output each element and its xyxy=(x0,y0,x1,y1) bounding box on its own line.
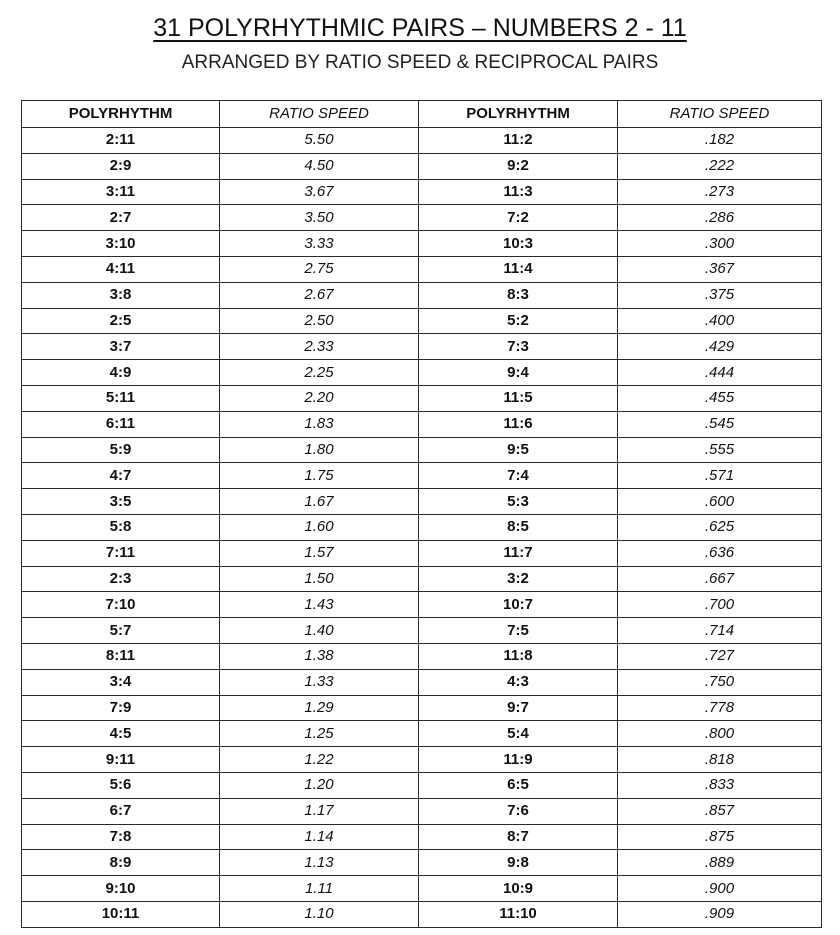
reciprocal-ratio-speed-cell: .444 xyxy=(618,360,822,386)
table-row xyxy=(22,256,822,282)
polyrhythm-cell: 2:5 xyxy=(22,308,220,334)
reciprocal-ratio-speed-cell: .875 xyxy=(618,824,822,850)
reciprocal-polyrhythm-cell: 9:2 xyxy=(419,153,618,179)
polyrhythm-cell: 8:11 xyxy=(22,643,220,669)
reciprocal-ratio-speed-cell: .909 xyxy=(618,901,822,927)
polyrhythm-cell: 4:9 xyxy=(22,360,220,386)
polyrhythm-cell: 5:8 xyxy=(22,514,220,540)
polyrhythm-cell: 4:11 xyxy=(22,256,220,282)
polyrhythm-cell: 5:11 xyxy=(22,385,220,411)
reciprocal-polyrhythm-cell: 7:2 xyxy=(419,205,618,231)
reciprocal-polyrhythm-cell: 11:4 xyxy=(419,256,618,282)
reciprocal-polyrhythm-cell: 9:4 xyxy=(419,360,618,386)
reciprocal-ratio-speed-cell: .273 xyxy=(618,179,822,205)
reciprocal-ratio-speed-cell: .455 xyxy=(618,385,822,411)
reciprocal-polyrhythm-cell: 8:7 xyxy=(419,824,618,850)
table-row xyxy=(22,179,822,205)
polyrhythm-cell: 9:10 xyxy=(22,876,220,902)
table-row xyxy=(22,308,822,334)
table-row xyxy=(22,747,822,773)
table-row xyxy=(22,514,822,540)
table-row xyxy=(22,901,822,927)
reciprocal-ratio-speed-cell: .750 xyxy=(618,669,822,695)
table-row xyxy=(22,489,822,515)
ratio-speed-cell: 3.67 xyxy=(220,179,419,205)
table-row xyxy=(22,824,822,850)
reciprocal-ratio-speed-cell: .300 xyxy=(618,231,822,257)
reciprocal-polyrhythm-cell: 7:5 xyxy=(419,618,618,644)
reciprocal-polyrhythm-cell: 5:2 xyxy=(419,308,618,334)
ratio-speed-cell: 2.67 xyxy=(220,282,419,308)
table-row xyxy=(22,463,822,489)
reciprocal-ratio-speed-cell: .375 xyxy=(618,282,822,308)
polyrhythm-cell: 2:11 xyxy=(22,128,220,154)
ratio-speed-cell: 5.50 xyxy=(220,128,419,154)
reciprocal-polyrhythm-cell: 6:5 xyxy=(419,772,618,798)
table-row xyxy=(22,876,822,902)
polyrhythm-cell: 7:9 xyxy=(22,695,220,721)
table-row xyxy=(22,669,822,695)
reciprocal-polyrhythm-cell: 11:8 xyxy=(419,643,618,669)
reciprocal-ratio-speed-cell: .857 xyxy=(618,798,822,824)
ratio-speed-cell: 1.43 xyxy=(220,592,419,618)
ratio-speed-cell: 2.50 xyxy=(220,308,419,334)
polyrhythm-cell: 3:8 xyxy=(22,282,220,308)
table-row xyxy=(22,334,822,360)
table-row xyxy=(22,205,822,231)
reciprocal-polyrhythm-cell: 11:7 xyxy=(419,540,618,566)
table-row xyxy=(22,540,822,566)
table-row xyxy=(22,282,822,308)
table-header-row xyxy=(22,101,822,128)
reciprocal-ratio-speed-cell: .222 xyxy=(618,153,822,179)
ratio-speed-cell: 1.40 xyxy=(220,618,419,644)
reciprocal-polyrhythm-cell: 8:3 xyxy=(419,282,618,308)
polyrhythm-cell: 2:9 xyxy=(22,153,220,179)
table-body xyxy=(22,128,822,928)
table-row xyxy=(22,695,822,721)
reciprocal-polyrhythm-cell: 3:2 xyxy=(419,566,618,592)
ratio-speed-cell: 1.60 xyxy=(220,514,419,540)
polyrhythm-cell: 3:5 xyxy=(22,489,220,515)
table-row xyxy=(22,772,822,798)
polyrhythm-cell: 10:11 xyxy=(22,901,220,927)
reciprocal-ratio-speed-cell: .571 xyxy=(618,463,822,489)
polyrhythm-cell: 7:8 xyxy=(22,824,220,850)
page-subtitle: ARRANGED BY RATIO SPEED & RECIPROCAL PAIRS xyxy=(181,52,659,73)
ratio-speed-cell: 1.83 xyxy=(220,411,419,437)
polyrhythm-cell: 3:11 xyxy=(22,179,220,205)
ratio-speed-cell: 3.50 xyxy=(220,205,419,231)
ratio-speed-cell: 1.57 xyxy=(220,540,419,566)
table-row xyxy=(22,618,822,644)
reciprocal-polyrhythm-cell: 9:5 xyxy=(419,437,618,463)
table-row xyxy=(22,128,822,154)
reciprocal-ratio-speed-cell: .833 xyxy=(618,772,822,798)
table-row xyxy=(22,566,822,592)
ratio-speed-cell: 1.29 xyxy=(220,695,419,721)
ratio-speed-cell: 1.11 xyxy=(220,876,419,902)
reciprocal-polyrhythm-cell: 5:3 xyxy=(419,489,618,515)
reciprocal-polyrhythm-cell: 11:5 xyxy=(419,385,618,411)
reciprocal-polyrhythm-cell: 9:7 xyxy=(419,695,618,721)
polyrhythm-cell: 2:7 xyxy=(22,205,220,231)
reciprocal-ratio-speed-cell: .727 xyxy=(618,643,822,669)
reciprocal-ratio-speed-cell: .889 xyxy=(618,850,822,876)
polyrhythm-cell: 3:10 xyxy=(22,231,220,257)
ratio-speed-cell: 1.17 xyxy=(220,798,419,824)
column-header-polyrhythm: POLYRHYTHM xyxy=(22,101,220,128)
ratio-speed-cell: 1.50 xyxy=(220,566,419,592)
ratio-speed-cell: 1.25 xyxy=(220,721,419,747)
polyrhythm-cell: 3:4 xyxy=(22,669,220,695)
reciprocal-ratio-speed-cell: .636 xyxy=(618,540,822,566)
polyrhythm-cell: 6:11 xyxy=(22,411,220,437)
reciprocal-polyrhythm-cell: 7:3 xyxy=(419,334,618,360)
column-header-reciprocal-ratio-speed: RATIO SPEED xyxy=(618,101,822,128)
ratio-speed-cell: 1.80 xyxy=(220,437,419,463)
reciprocal-ratio-speed-cell: .555 xyxy=(618,437,822,463)
table-row xyxy=(22,798,822,824)
table-row xyxy=(22,231,822,257)
reciprocal-polyrhythm-cell: 5:4 xyxy=(419,721,618,747)
reciprocal-polyrhythm-cell: 7:4 xyxy=(419,463,618,489)
reciprocal-polyrhythm-cell: 9:8 xyxy=(419,850,618,876)
reciprocal-polyrhythm-cell: 10:7 xyxy=(419,592,618,618)
ratio-speed-cell: 3.33 xyxy=(220,231,419,257)
reciprocal-ratio-speed-cell: .700 xyxy=(618,592,822,618)
reciprocal-ratio-speed-cell: .625 xyxy=(618,514,822,540)
reciprocal-ratio-speed-cell: .286 xyxy=(618,205,822,231)
column-header-ratio-speed: RATIO SPEED xyxy=(220,101,419,128)
polyrhythm-cell: 8:9 xyxy=(22,850,220,876)
reciprocal-polyrhythm-cell: 7:6 xyxy=(419,798,618,824)
table-row xyxy=(22,721,822,747)
reciprocal-ratio-speed-cell: .900 xyxy=(618,876,822,902)
table-row xyxy=(22,643,822,669)
polyrhythm-cell: 5:9 xyxy=(22,437,220,463)
ratio-speed-cell: 2.33 xyxy=(220,334,419,360)
reciprocal-polyrhythm-cell: 11:3 xyxy=(419,179,618,205)
ratio-speed-cell: 1.22 xyxy=(220,747,419,773)
ratio-speed-cell: 2.20 xyxy=(220,385,419,411)
ratio-speed-cell: 1.38 xyxy=(220,643,419,669)
ratio-speed-cell: 1.75 xyxy=(220,463,419,489)
polyrhythm-cell: 9:11 xyxy=(22,747,220,773)
reciprocal-ratio-speed-cell: .367 xyxy=(618,256,822,282)
reciprocal-ratio-speed-cell: .818 xyxy=(618,747,822,773)
ratio-speed-cell: 1.13 xyxy=(220,850,419,876)
reciprocal-ratio-speed-cell: .429 xyxy=(618,334,822,360)
ratio-speed-cell: 1.67 xyxy=(220,489,419,515)
polyrhythm-cell: 4:5 xyxy=(22,721,220,747)
polyrhythm-cell: 6:7 xyxy=(22,798,220,824)
reciprocal-polyrhythm-cell: 11:6 xyxy=(419,411,618,437)
polyrhythm-cell: 7:11 xyxy=(22,540,220,566)
reciprocal-ratio-speed-cell: .800 xyxy=(618,721,822,747)
ratio-speed-cell: 1.10 xyxy=(220,901,419,927)
polyrhythm-cell: 4:7 xyxy=(22,463,220,489)
reciprocal-ratio-speed-cell: .400 xyxy=(618,308,822,334)
polyrhythm-table xyxy=(21,100,822,928)
ratio-speed-cell: 1.14 xyxy=(220,824,419,850)
ratio-speed-cell: 1.20 xyxy=(220,772,419,798)
reciprocal-polyrhythm-cell: 11:2 xyxy=(419,128,618,154)
ratio-speed-cell: 2.25 xyxy=(220,360,419,386)
polyrhythm-cell: 5:7 xyxy=(22,618,220,644)
ratio-speed-cell: 1.33 xyxy=(220,669,419,695)
reciprocal-polyrhythm-cell: 10:9 xyxy=(419,876,618,902)
polyrhythm-cell: 5:6 xyxy=(22,772,220,798)
table-row xyxy=(22,153,822,179)
table-row xyxy=(22,411,822,437)
page-title: 31 POLYRHYTHMIC PAIRS – NUMBERS 2 - 11 xyxy=(153,14,687,42)
reciprocal-polyrhythm-cell: 10:3 xyxy=(419,231,618,257)
reciprocal-ratio-speed-cell: .600 xyxy=(618,489,822,515)
reciprocal-polyrhythm-cell: 8:5 xyxy=(419,514,618,540)
polyrhythm-cell: 7:10 xyxy=(22,592,220,618)
reciprocal-ratio-speed-cell: .778 xyxy=(618,695,822,721)
polyrhythm-cell: 2:3 xyxy=(22,566,220,592)
reciprocal-polyrhythm-cell: 11:10 xyxy=(419,901,618,927)
reciprocal-polyrhythm-cell: 11:9 xyxy=(419,747,618,773)
reciprocal-ratio-speed-cell: .545 xyxy=(618,411,822,437)
table-row xyxy=(22,850,822,876)
ratio-speed-cell: 2.75 xyxy=(220,256,419,282)
reciprocal-ratio-speed-cell: .667 xyxy=(618,566,822,592)
reciprocal-ratio-speed-cell: .182 xyxy=(618,128,822,154)
column-header-reciprocal-polyrhythm: POLYRHYTHM xyxy=(419,101,618,128)
table-row xyxy=(22,385,822,411)
table-row xyxy=(22,437,822,463)
table-row xyxy=(22,360,822,386)
reciprocal-polyrhythm-cell: 4:3 xyxy=(419,669,618,695)
reciprocal-ratio-speed-cell: .714 xyxy=(618,618,822,644)
table-row xyxy=(22,592,822,618)
ratio-speed-cell: 4.50 xyxy=(220,153,419,179)
polyrhythm-cell: 3:7 xyxy=(22,334,220,360)
